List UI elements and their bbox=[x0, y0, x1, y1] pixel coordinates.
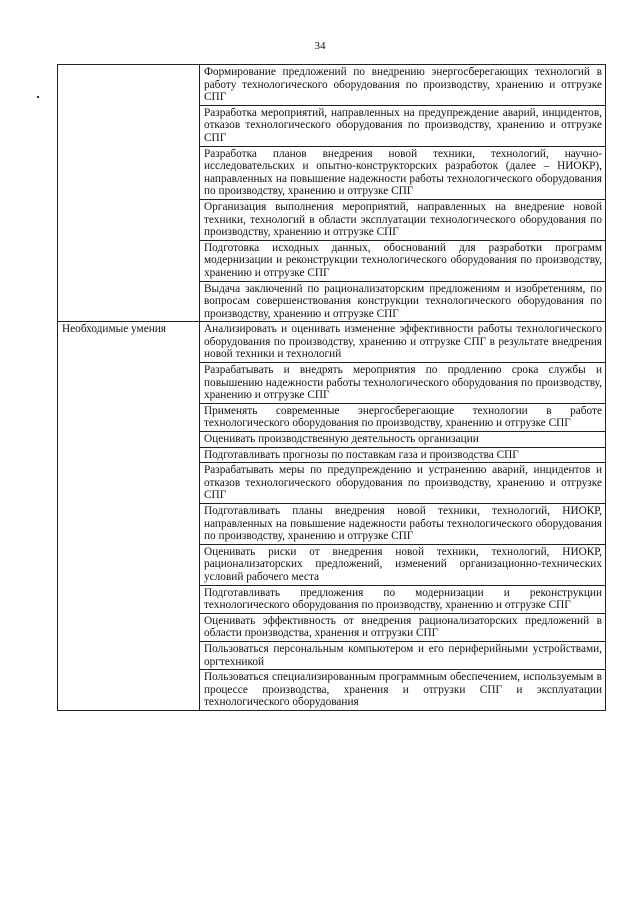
table-cell: Разрабатывать и внедрять мероприятия по продлению срока службы и повышению надежности работы технологического оборудования по производству, хранению и отгрузке СПГ bbox=[200, 363, 606, 404]
table-cell: Выдача заключений по рационализаторским предложениям и изобретениям, по вопросам совершенствования конструкции технологического оборудования по производству, хранению и отгрузке СПГ bbox=[200, 281, 606, 322]
table-cell: Оценивать эффективность от внедрения рационализаторских предложений в области производства, хранения и отгрузки СПГ bbox=[200, 613, 606, 641]
table-cell: Подготавливать предложения по модернизации и реконструкции технологического оборудования по производству, хранению и отгрузке СПГ bbox=[200, 585, 606, 613]
table-cell: Подготавливать прогнозы по поставкам газа и производства СПГ bbox=[200, 447, 606, 463]
table-cell: Оценивать риски от внедрения новой техники, технологий, НИОКР, рационализаторских предложений, изменений организационно-технических условий рабочего места bbox=[200, 544, 606, 585]
table-cell: Пользоваться специализированным программным обеспечением, используемым в процессе производства, хранения и отгрузки СПГ и эксплуатации технологического оборудования bbox=[200, 670, 606, 711]
page-number: 34 bbox=[314, 40, 326, 52]
table-row bbox=[58, 322, 606, 363]
table-cell: Подготавливать планы внедрения новой техники, технологий, НИОКР, направленных на повышение надежности работы технологического оборудования по производству, хранению и отгрузке СПГ bbox=[200, 504, 606, 545]
table-cell: Пользоваться персональным компьютером и его периферийными устройствами, оргтехникой bbox=[200, 641, 606, 669]
scan-mark bbox=[37, 96, 39, 98]
section-label-required-skills: Необходимые умения bbox=[58, 322, 200, 711]
table-cell: Формирование предложений по внедрению энергосберегающих технологий в работу технологического оборудования по производству, хранению и отгрузке СПГ bbox=[200, 65, 606, 106]
table-cell: Разрабатывать меры по предупреждению и устранению аварий, инцидентов и отказов технологического оборудования по производству, хранению и отгрузке СПГ bbox=[200, 463, 606, 504]
table-cell: Разработка планов внедрения новой техники, технологий, научно-исследовательских и опытно-конструкторских разработок (далее – НИОКР), направленных на повышение надежности работы технологического оборудования по производству, хранению и отгрузке СПГ bbox=[200, 146, 606, 199]
section-label bbox=[58, 65, 200, 322]
table-cell: Оценивать производственную деятельность организации bbox=[200, 432, 606, 448]
table-cell: Подготовка исходных данных, обоснований для разработки программ модернизации и реконструкции технологического оборудования по производству, хранению и отгрузке СПГ bbox=[200, 240, 606, 281]
table-cell: Применять современные энергосберегающие технологии в работе технологического оборудования по производству, хранению и отгрузке СПГ bbox=[200, 403, 606, 431]
table-cell: Организация выполнения мероприятий, направленных на внедрение новой техники, технологий в области эксплуатации технологического оборудования по производству, хранению и отгрузке СПГ bbox=[200, 199, 606, 240]
labor-functions-table bbox=[57, 64, 606, 711]
table-cell: Анализировать и оценивать изменение эффективности работы технологического оборудования по производству, хранению и отгрузке СПГ в результате внедрения новой техники и технологий bbox=[200, 322, 606, 363]
table-cell: Разработка мероприятий, направленных на предупреждение аварий, инцидентов, отказов технологического оборудования по производству, хранению и отгрузке СПГ bbox=[200, 105, 606, 146]
table-row bbox=[58, 65, 606, 106]
